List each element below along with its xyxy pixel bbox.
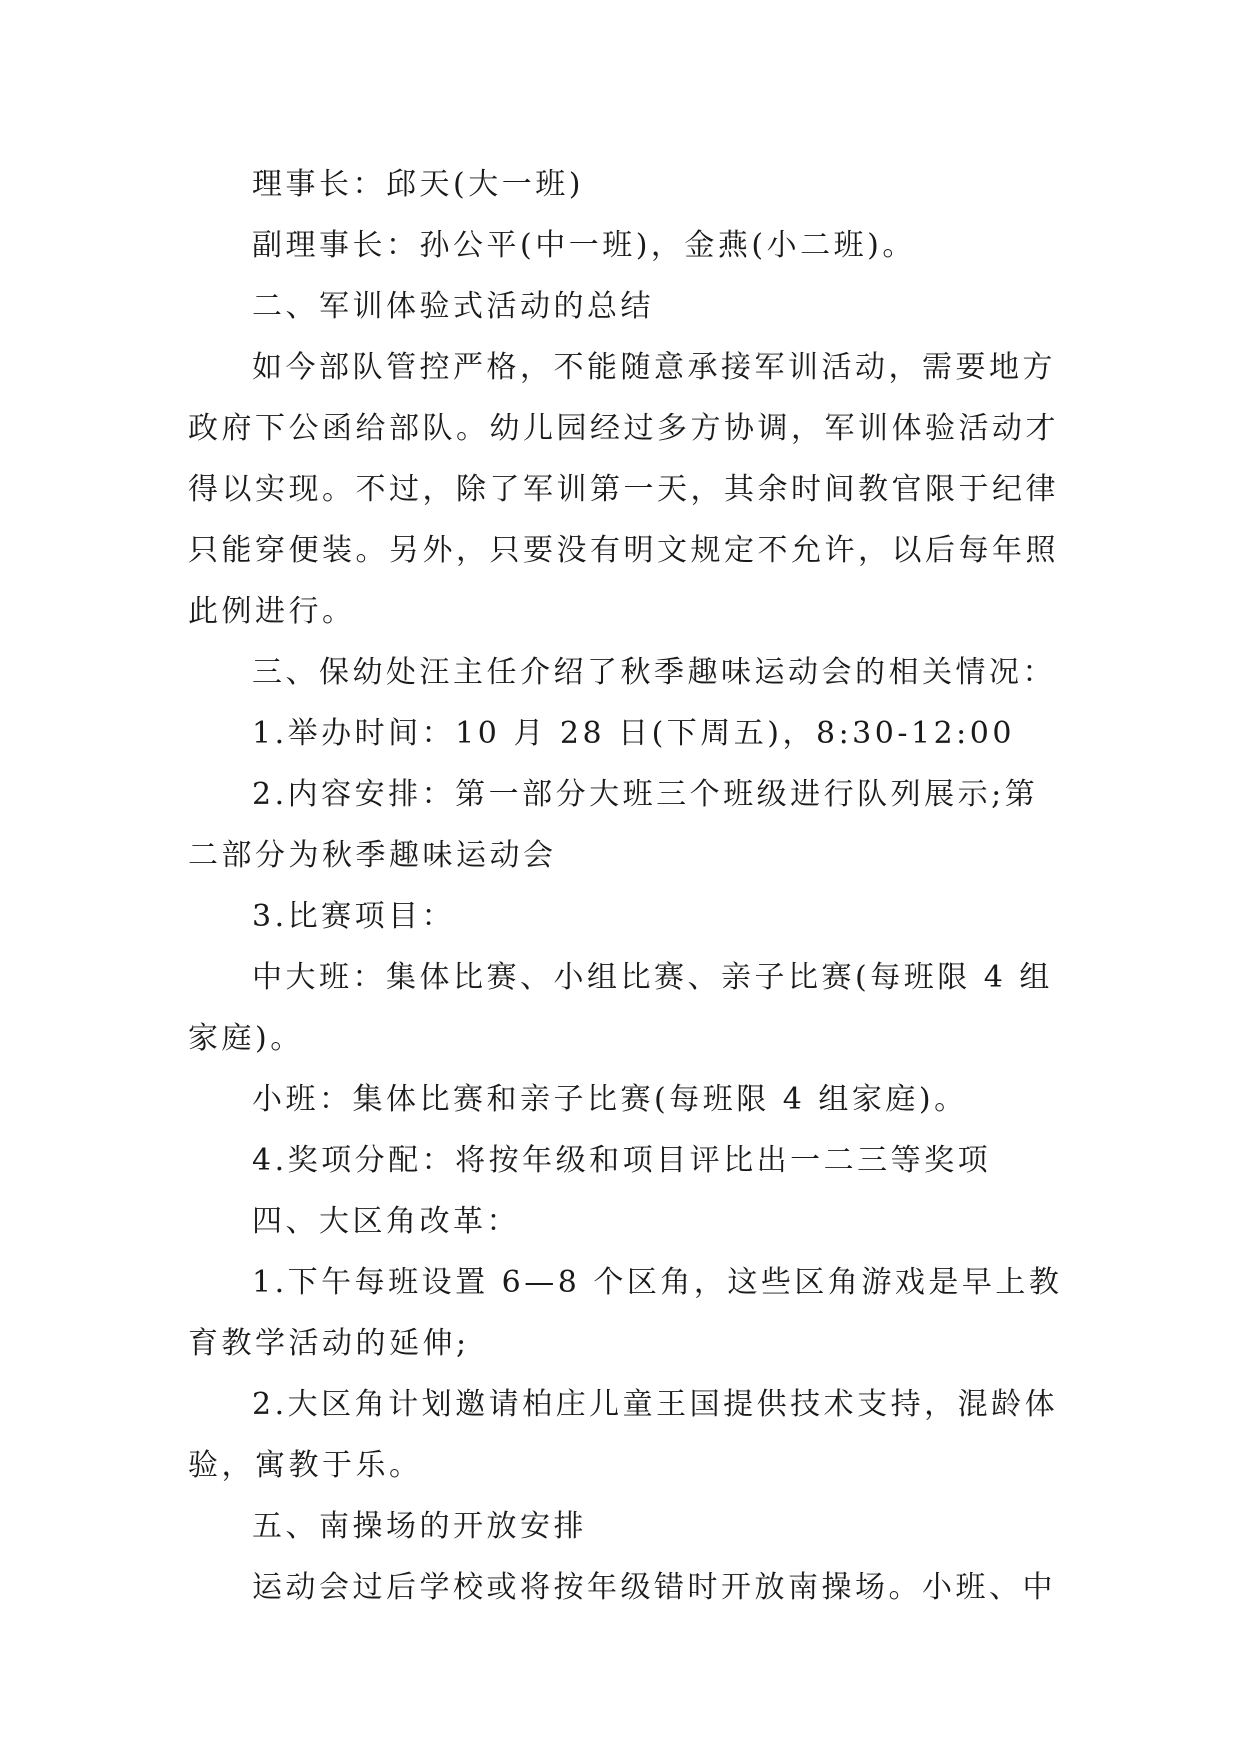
document-body xyxy=(188,154,1063,1618)
text-line: 1.举办时间：10 月 28 日(下周五)，8:30-12:00 xyxy=(252,716,1015,751)
text-line: 得以实现。不过，除了军训第一天，其余时间教官限于纪律 xyxy=(188,472,1059,507)
text-line: 二、军训体验式活动的总结 xyxy=(252,289,654,324)
text-line: 1.下午每班设置 6—8 个区角，这些区角游戏是早上教 xyxy=(252,1265,1063,1300)
text-line: 3.比赛项目： xyxy=(252,899,456,934)
text-line: 只能穿便装。另外，只要没有明文规定不允许，以后每年照 xyxy=(188,533,1059,568)
text-line: 理事长：邱天(大一班) xyxy=(252,167,584,202)
text-line: 四、大区角改革： xyxy=(252,1204,520,1239)
text-line: 2.大区角计划邀请柏庄儿童王国提供技术支持，混龄体 xyxy=(252,1387,1059,1422)
text-line: 政府下公函给部队。幼儿园经过多方协调，军训体验活动才 xyxy=(188,411,1059,446)
text-line: 如今部队管控严格，不能随意承接军训活动，需要地方 xyxy=(252,350,1056,385)
text-line: 中大班：集体比赛、小组比赛、亲子比赛(每班限 4 组 xyxy=(252,960,1053,995)
text-line: 家庭)。 xyxy=(188,1021,304,1056)
text-line: 三、保幼处汪主任介绍了秋季趣味运动会的相关情况： xyxy=(252,655,1056,690)
text-line: 4.奖项分配：将按年级和项目评比出一二三等奖项 xyxy=(252,1143,992,1178)
text-line: 二部分为秋季趣味运动会 xyxy=(188,838,557,873)
text-line: 2.内容安排：第一部分大班三个班级进行队列展示;第 xyxy=(252,777,1039,812)
text-line: 此例进行。 xyxy=(188,594,356,629)
text-line: 副理事长：孙公平(中一班)，金燕(小二班)。 xyxy=(252,228,916,263)
text-line: 育教学活动的延伸; xyxy=(188,1326,470,1361)
text-line: 验，寓教于乐。 xyxy=(188,1448,423,1483)
text-line: 五、南操场的开放安排 xyxy=(252,1509,587,1544)
text-line: 小班：集体比赛和亲子比赛(每班限 4 组家庭)。 xyxy=(252,1082,968,1117)
text-line: 运动会过后学校或将按年级错时开放南操场。小班、中 xyxy=(252,1570,1056,1605)
